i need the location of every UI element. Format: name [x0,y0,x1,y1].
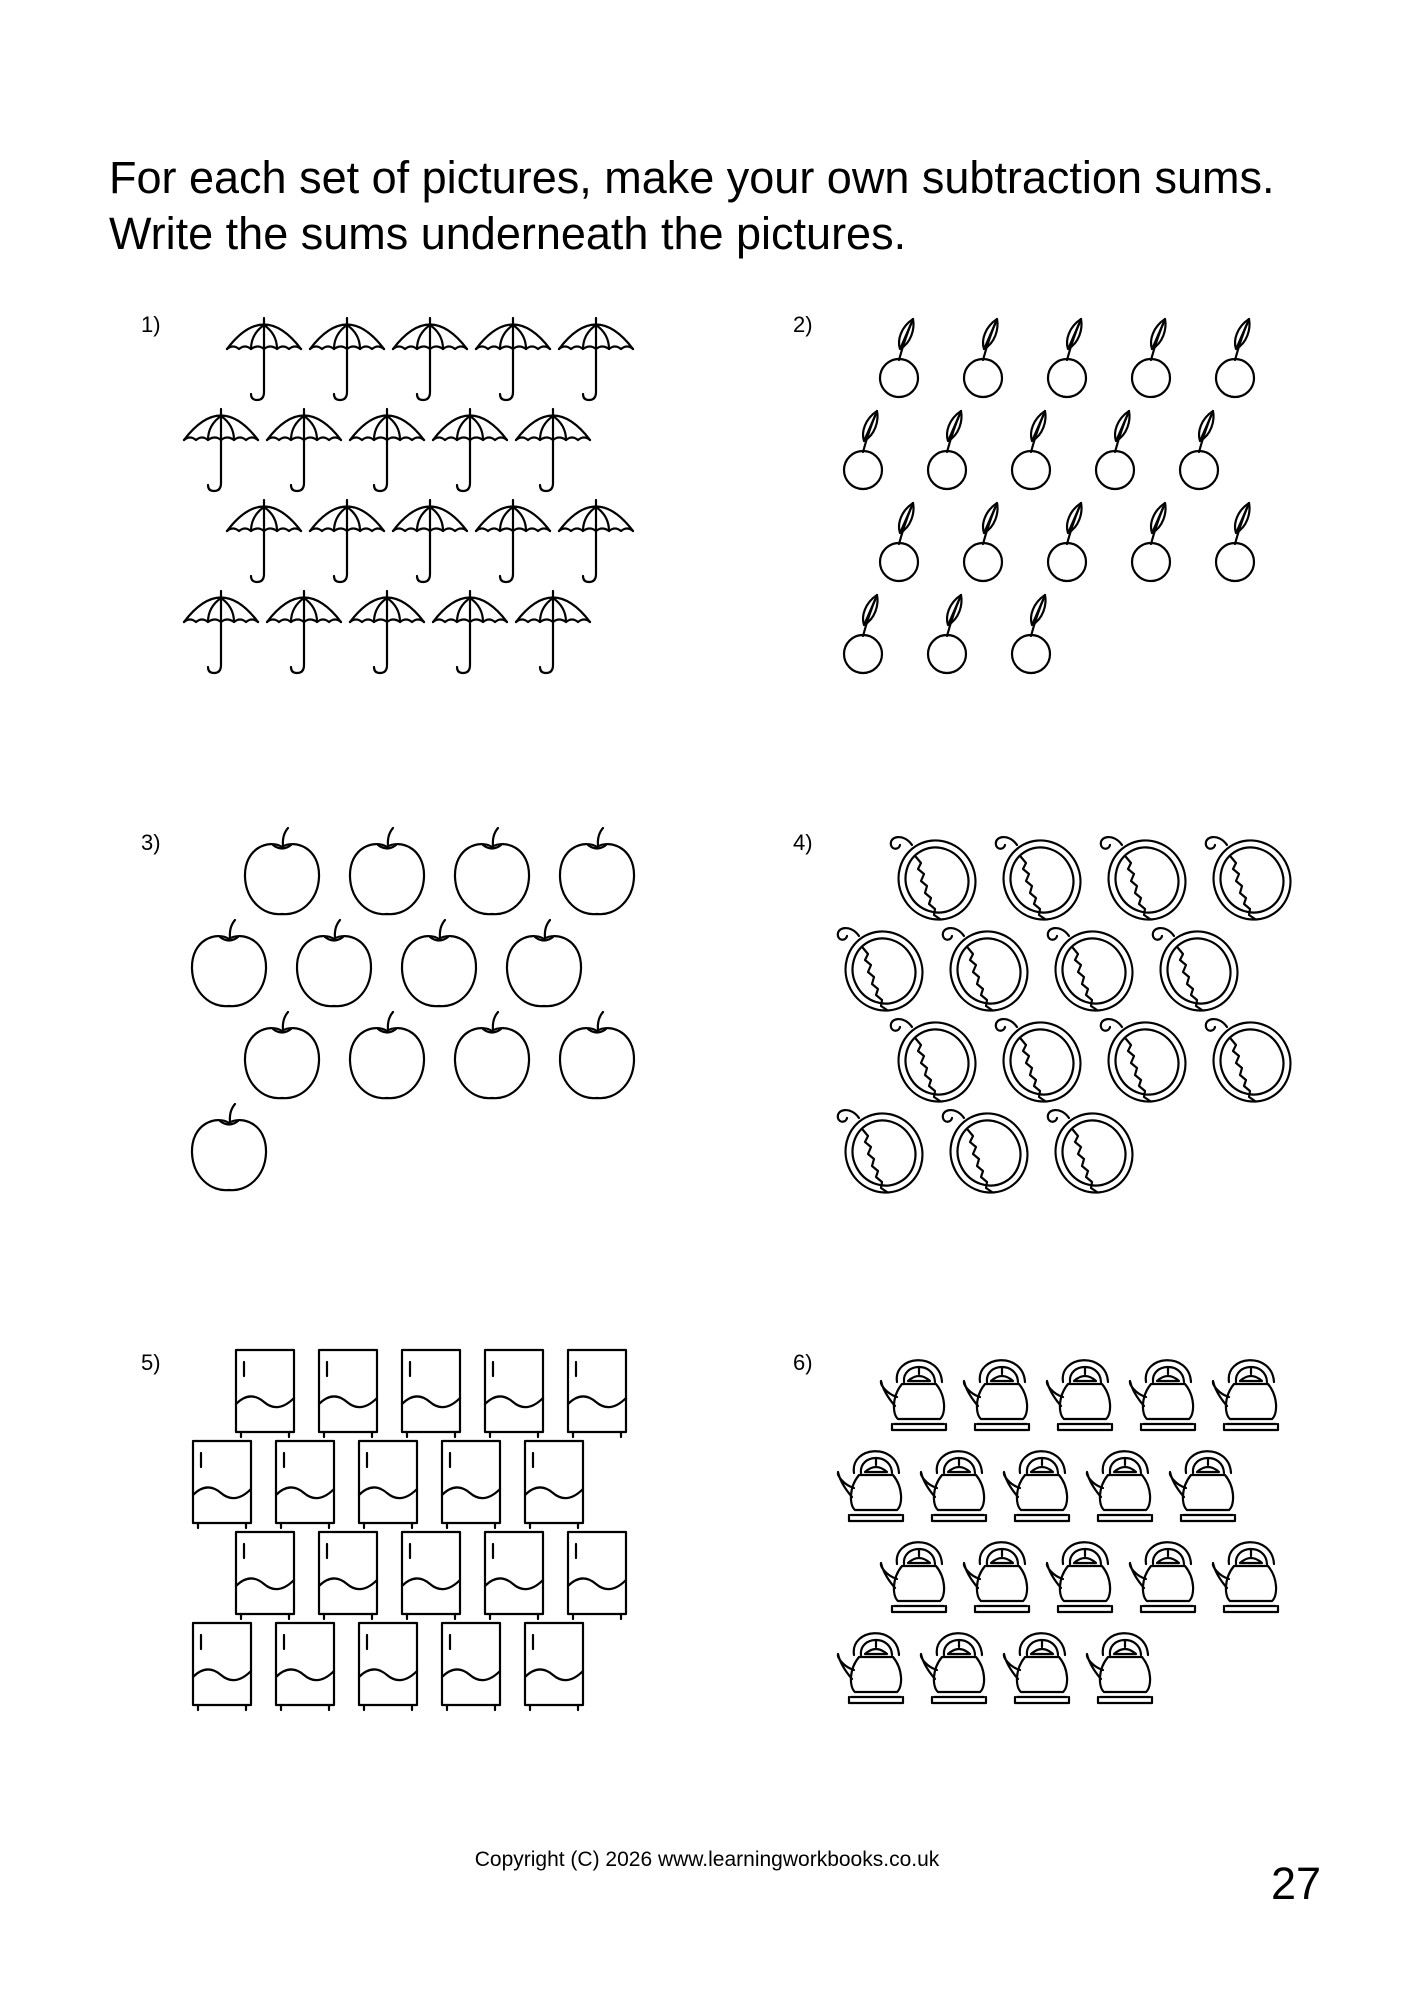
umbrella-svg [141,312,646,689]
cherry-icon [844,411,882,489]
fridge-icon [236,1532,294,1619]
fridge-icon [319,1532,377,1619]
cherry-icon [844,595,882,673]
cherry-icon [1180,411,1218,489]
watermelon-icon [1200,1009,1305,1115]
cherry-svg [793,312,1283,686]
fridge-icon [442,1623,500,1710]
apple-icon [245,828,319,914]
umbrella-icon [227,318,301,400]
kettle-icon [881,1360,946,1430]
kettle-icon [1213,1360,1278,1430]
cherry-icon [1216,319,1254,397]
cherry-icon [928,595,966,673]
kettle-icon [964,1360,1029,1430]
kettle-grid [793,1350,1298,1719]
exercise-number: 4) [793,830,813,855]
fridge-icon [568,1350,626,1437]
fridge-svg [141,1350,645,1719]
watermelon-icon [990,827,1095,933]
umbrella-icon [559,318,633,400]
watermelon-icon [1042,1100,1147,1206]
kettle-icon [1004,1451,1069,1521]
apple-icon [455,828,529,914]
apple-icon [560,828,634,914]
umbrella-grid [141,312,646,689]
umbrella-icon [227,500,301,582]
fridge-icon [236,1350,294,1437]
umbrella-icon [433,591,507,673]
kettle-icon [1130,1542,1195,1612]
kettle-icon [1047,1360,1112,1430]
apple-icon [192,1104,266,1190]
kettle-svg [793,1350,1298,1719]
cherry-icon [928,411,966,489]
fridge-icon [485,1532,543,1619]
umbrella-icon [393,318,467,400]
cherry-icon [1048,319,1086,397]
fridge-icon [359,1441,417,1528]
fridge-icon [193,1441,251,1528]
fridge-icon [525,1623,583,1710]
apple-icon [560,1012,634,1098]
umbrella-icon [476,500,550,582]
apple-icon [245,1012,319,1098]
instructions [109,150,1369,262]
cherry-icon [880,319,918,397]
apple-icon [402,920,476,1006]
instruction-line-2: Write the sums underneath the pictures. [109,208,907,259]
watermelon-icon [1095,827,1200,933]
fridge-icon [402,1350,460,1437]
watermelon-icon [832,1100,937,1206]
fridge-icon [568,1532,626,1619]
watermelon-icon [885,827,990,933]
fridge-icon [193,1623,251,1710]
apple-icon [350,828,424,914]
cherry-icon [1012,595,1050,673]
copyright-footer: Copyright (C) 2026 www.learningworkbooks.co.uk [474,1848,940,1871]
umbrella-icon [350,591,424,673]
watermelon-icon [990,1009,1095,1115]
cherry-icon [964,319,1002,397]
page-number: 27 [1270,1858,1321,1909]
umbrella-icon [516,409,590,491]
kettle-icon [921,1451,986,1521]
kettle-icon [1087,1633,1152,1703]
cherry-icon [1132,503,1170,581]
umbrella-icon [350,409,424,491]
watermelon-icon [1200,827,1305,933]
fridge-icon [359,1623,417,1710]
cherry-icon [1048,503,1086,581]
watermelon-svg [793,830,1306,1201]
umbrella-icon [184,591,258,673]
fridge-icon [485,1350,543,1437]
exercise-number: 5) [141,1350,161,1375]
watermelon-icon [937,1100,1042,1206]
kettle-icon [921,1633,986,1703]
instruction-line-1: For each set of pictures, make your own subtraction sums. [109,152,1275,203]
exercise-number: 1) [141,312,161,337]
fridge-icon [402,1532,460,1619]
watermelon-icon [832,918,937,1024]
kettle-icon [1087,1451,1152,1521]
fridge-grid [141,1350,645,1719]
kettle-icon [1213,1542,1278,1612]
umbrella-icon [393,500,467,582]
umbrella-icon [516,591,590,673]
watermelon-icon [937,918,1042,1024]
exercise-number: 3) [141,830,161,855]
watermelon-icon [885,1009,990,1115]
cherry-icon [1216,503,1254,581]
umbrella-icon [476,318,550,400]
apple-icon [507,920,581,1006]
umbrella-icon [267,591,341,673]
apple-icon [455,1012,529,1098]
umbrella-icon [310,500,384,582]
fridge-icon [276,1441,334,1528]
kettle-icon [1170,1451,1235,1521]
kettle-icon [1130,1360,1195,1430]
kettle-icon [838,1451,903,1521]
kettle-icon [1047,1542,1112,1612]
exercise-number: 2) [793,312,813,337]
cherry-icon [964,503,1002,581]
watermelon-icon [1147,918,1252,1024]
umbrella-icon [433,409,507,491]
fridge-icon [276,1623,334,1710]
cherry-icon [1012,411,1050,489]
exercise-number: 6) [793,1350,813,1375]
watermelon-icon [1095,1009,1200,1115]
kettle-icon [838,1633,903,1703]
watermelon-icon [1042,918,1147,1024]
apple-icon [297,920,371,1006]
apple-grid [141,830,651,1203]
kettle-icon [881,1542,946,1612]
umbrella-icon [310,318,384,400]
umbrella-icon [559,500,633,582]
fridge-icon [525,1441,583,1528]
cherry-icon [1132,319,1170,397]
cherry-icon [1096,411,1134,489]
umbrella-icon [267,409,341,491]
watermelon-grid [793,830,1306,1201]
cherry-icon [880,503,918,581]
apple-icon [350,1012,424,1098]
fridge-icon [319,1350,377,1437]
umbrella-icon [184,409,258,491]
kettle-icon [1004,1633,1069,1703]
apple-svg [141,830,651,1203]
fridge-icon [442,1441,500,1528]
kettle-icon [964,1542,1029,1612]
apple-icon [192,920,266,1006]
cherry-grid [793,312,1283,686]
